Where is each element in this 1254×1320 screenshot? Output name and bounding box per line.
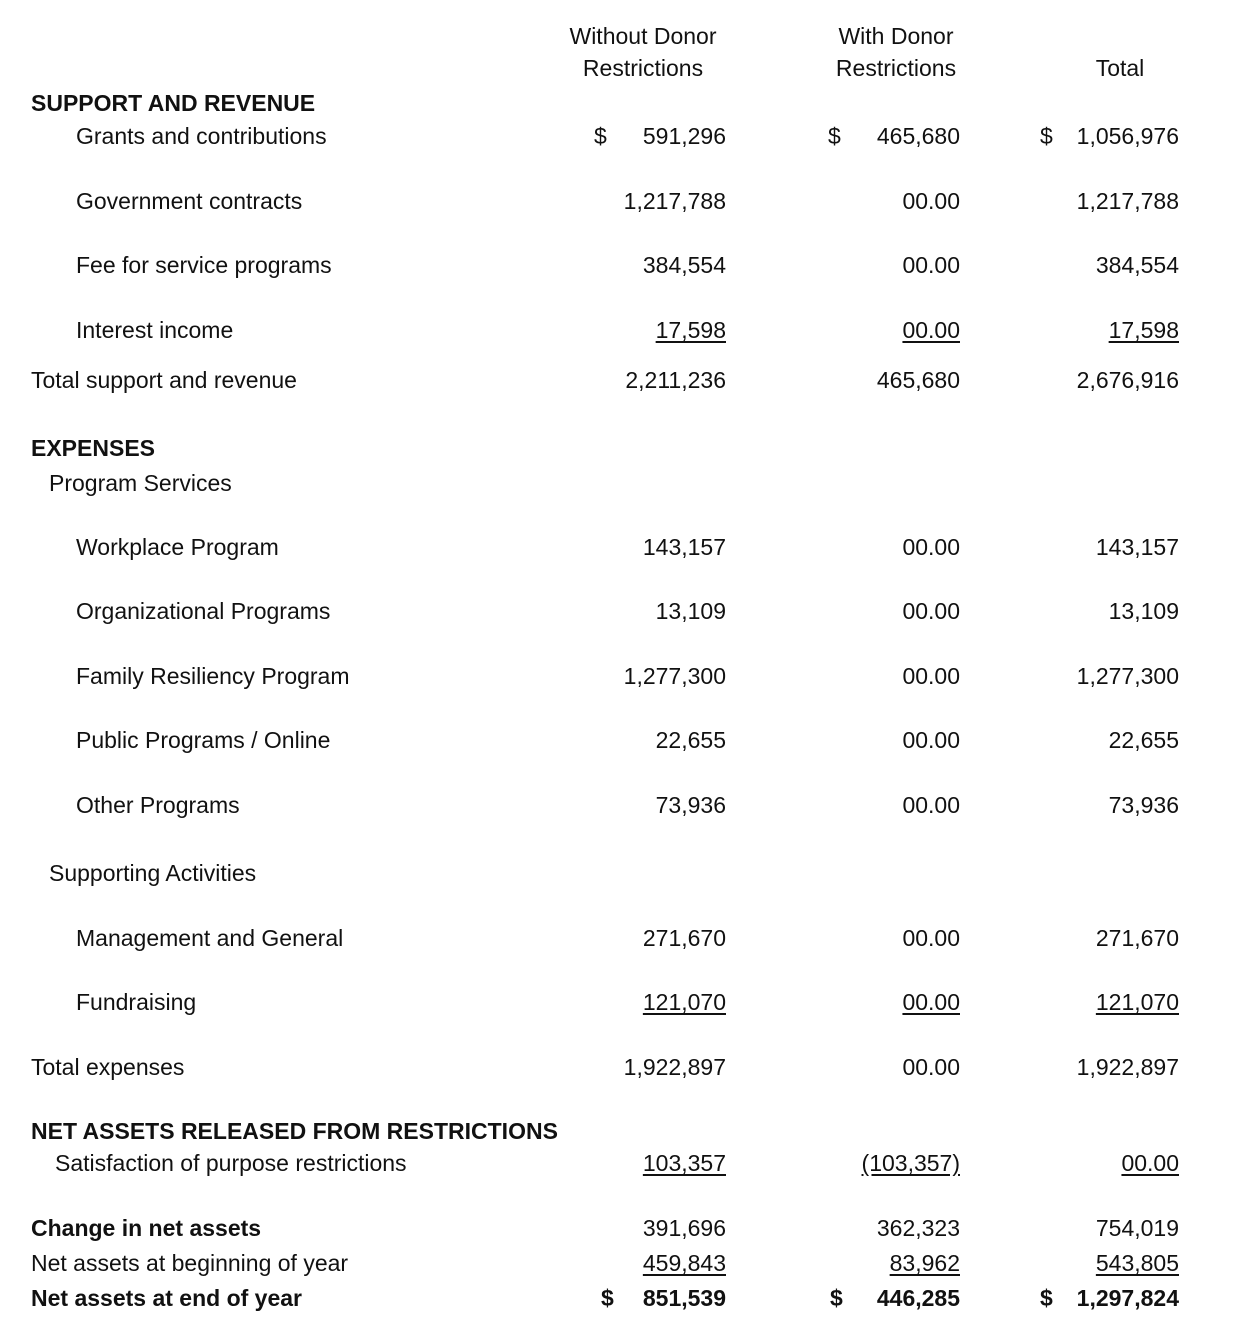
- value-fund-total: 121,070: [1095, 989, 1179, 1015]
- value-family-without: 1,277,300: [623, 663, 726, 689]
- value-total-expenses-total: 1,922,897: [1076, 1054, 1179, 1080]
- value-satisfaction-with: (103,357): [861, 1150, 960, 1176]
- value-public-without: 22,655: [655, 727, 726, 753]
- row-label-gov: Government contracts: [76, 188, 303, 214]
- row-label-grants: Grants and contributions: [76, 123, 327, 149]
- value-change-total: 754,019: [1095, 1215, 1179, 1241]
- dollar-sign: $: [828, 123, 841, 149]
- value-public-total: 22,655: [1108, 727, 1179, 753]
- value-fee-with: 00.00: [902, 252, 960, 278]
- value-other-with: 00.00: [902, 792, 960, 818]
- value-begin-without: 459,843: [642, 1250, 726, 1276]
- value-fee-without: 384,554: [642, 252, 726, 278]
- row-label-total-expenses: Total expenses: [31, 1054, 185, 1080]
- value-workplace-without: 143,157: [642, 534, 726, 560]
- value-fee-total: 384,554: [1095, 252, 1179, 278]
- value-change-with: 362,323: [876, 1215, 960, 1241]
- value-grants-with: 465,680: [876, 123, 960, 149]
- header-with-donor-line2: Restrictions: [835, 55, 957, 81]
- value-total-expenses-with: 00.00: [902, 1054, 960, 1080]
- section-heading-support: SUPPORT AND REVENUE: [31, 90, 316, 116]
- row-label-workplace: Workplace Program: [76, 534, 279, 560]
- dollar-sign: $: [601, 1285, 614, 1311]
- value-mgmt-total: 271,670: [1095, 925, 1179, 951]
- header-without-donor-line1: Without Donor: [569, 23, 717, 49]
- value-satisfaction-without: 103,357: [642, 1150, 726, 1176]
- subheading-supporting-activities: Supporting Activities: [49, 860, 257, 886]
- value-satisfaction-total: 00.00: [1121, 1150, 1179, 1176]
- value-total-support-with: 465,680: [876, 367, 960, 393]
- row-label-end: Net assets at end of year: [31, 1285, 303, 1311]
- value-grants-total: 1,056,976: [1076, 123, 1179, 149]
- row-label-begin: Net assets at beginning of year: [31, 1250, 349, 1276]
- row-label-fund: Fundraising: [76, 989, 197, 1015]
- value-fund-without: 121,070: [642, 989, 726, 1015]
- value-interest-without: 17,598: [655, 317, 726, 343]
- value-begin-with: 83,962: [889, 1250, 960, 1276]
- header-with-donor-line1: With Donor: [838, 23, 954, 49]
- row-label-family: Family Resiliency Program: [76, 663, 350, 689]
- value-public-with: 00.00: [902, 727, 960, 753]
- dollar-sign: $: [594, 123, 607, 149]
- value-mgmt-with: 00.00: [902, 925, 960, 951]
- row-label-org: Organizational Programs: [76, 598, 331, 624]
- value-change-without: 391,696: [642, 1215, 726, 1241]
- value-family-with: 00.00: [902, 663, 960, 689]
- row-label-mgmt: Management and General: [76, 925, 344, 951]
- value-end-with: 446,285: [876, 1285, 960, 1311]
- header-without-donor-line2: Restrictions: [582, 55, 704, 81]
- value-workplace-total: 143,157: [1095, 534, 1179, 560]
- value-gov-total: 1,217,788: [1076, 188, 1179, 214]
- row-label-satisfaction: Satisfaction of purpose restrictions: [55, 1150, 407, 1176]
- dollar-sign: $: [830, 1285, 843, 1311]
- row-label-public: Public Programs / Online: [76, 727, 331, 753]
- value-interest-with: 00.00: [902, 317, 960, 343]
- value-end-without: 851,539: [642, 1285, 726, 1311]
- row-label-interest: Interest income: [76, 317, 234, 343]
- value-org-with: 00.00: [902, 598, 960, 624]
- value-org-without: 13,109: [655, 598, 726, 624]
- value-interest-total: 17,598: [1108, 317, 1179, 343]
- value-gov-with: 00.00: [902, 188, 960, 214]
- value-grants-without: 591,296: [642, 123, 726, 149]
- header-total: Total: [1095, 55, 1145, 81]
- value-total-expenses-without: 1,922,897: [623, 1054, 726, 1080]
- dollar-sign: $: [1040, 1285, 1053, 1311]
- value-org-total: 13,109: [1108, 598, 1179, 624]
- section-heading-expenses: EXPENSES: [31, 435, 155, 461]
- value-fund-with: 00.00: [902, 989, 960, 1015]
- value-family-total: 1,277,300: [1076, 663, 1179, 689]
- value-total-support-without: 2,211,236: [625, 367, 726, 393]
- value-other-without: 73,936: [655, 792, 726, 818]
- row-label-change: Change in net assets: [31, 1215, 262, 1241]
- value-total-support-total: 2,676,916: [1076, 367, 1179, 393]
- value-workplace-with: 00.00: [902, 534, 960, 560]
- subheading-program-services: Program Services: [49, 470, 232, 496]
- value-end-total: 1,297,824: [1076, 1285, 1179, 1311]
- section-heading-released: NET ASSETS RELEASED FROM RESTRICTIONS: [31, 1118, 558, 1144]
- value-mgmt-without: 271,670: [642, 925, 726, 951]
- dollar-sign: $: [1040, 123, 1053, 149]
- value-gov-without: 1,217,788: [623, 188, 726, 214]
- row-label-fee: Fee for service programs: [76, 252, 332, 278]
- row-label-total-support: Total support and revenue: [31, 367, 297, 393]
- value-begin-total: 543,805: [1095, 1250, 1179, 1276]
- value-other-total: 73,936: [1108, 792, 1179, 818]
- row-label-other: Other Programs: [76, 792, 240, 818]
